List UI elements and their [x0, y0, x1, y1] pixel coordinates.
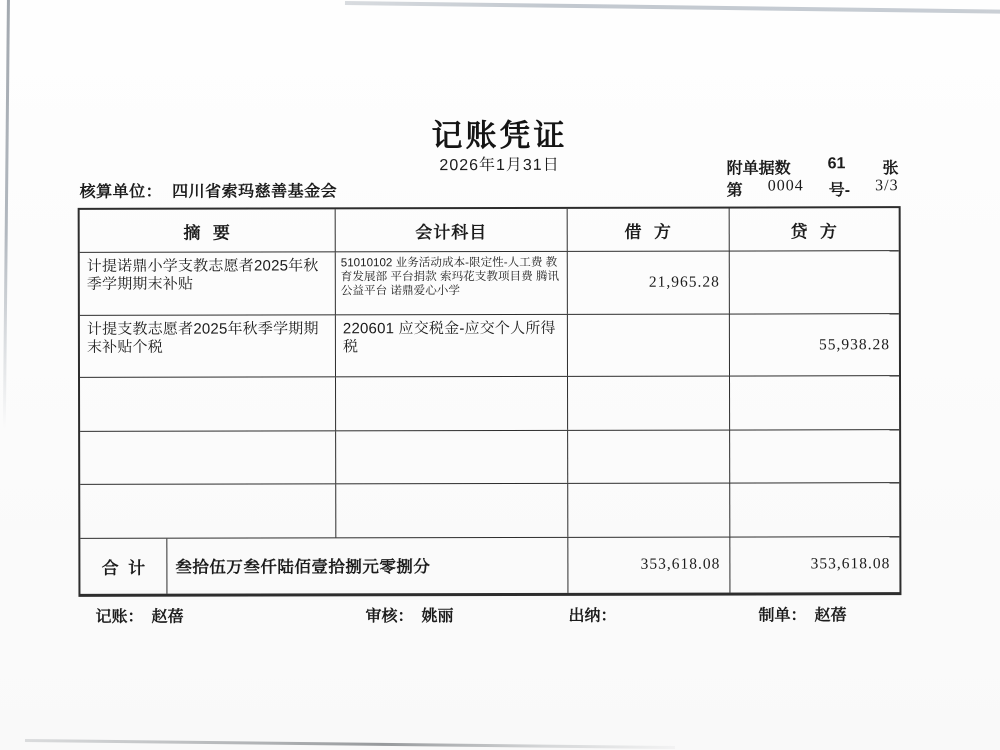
table-row-empty: [80, 376, 899, 431]
total-amount-in-words: 叁拾伍万叁仟陆佰壹拾捌元零捌分: [167, 538, 568, 594]
table-header-row: [80, 208, 899, 253]
bookkeeper-signature: [95, 604, 183, 627]
accounting-unit-label: 核算单位：: [79, 183, 163, 201]
voucher-table: [78, 206, 902, 597]
reviewer-signature: [365, 603, 453, 626]
cashier-signature: [568, 603, 624, 626]
row1-account: 51010102 业务活动成本-限定性-人工费 教育发展部 平台捐款 索玛花支教项目费 腾讯公益平台 诺鼎爱心小学: [336, 252, 568, 314]
header-credit: 贷 方: [790, 221, 838, 241]
table-row: [80, 251, 899, 316]
attachment-label: 附单据数: [726, 160, 791, 178]
row5-summary: [80, 485, 336, 538]
row2-summary: 计提支教志愿者2025年秋季学期期末补贴个税: [80, 315, 336, 377]
reviewer-label: 审核：: [365, 608, 414, 626]
accounting-unit-name: 四川省索玛慈善基金会: [172, 183, 338, 201]
row5-credit: [730, 483, 899, 536]
bookkeeper-name: 赵蓓: [151, 608, 184, 626]
table-row-empty: [80, 430, 899, 485]
row4-account: [336, 430, 568, 483]
voucher-number: 0004: [767, 177, 804, 195]
number-prefix: 第: [726, 182, 743, 200]
header-debit: 借 方: [568, 209, 730, 251]
bookkeeper-label: 记账：: [95, 608, 144, 626]
row4-debit: [568, 430, 730, 483]
voucher-date: 2026年1月31日: [439, 156, 560, 175]
preparer-label: 制单：: [758, 607, 807, 625]
voucher-title: 记账凭证: [431, 117, 568, 154]
header-account: 会计科目: [336, 209, 568, 251]
preparer-signature: [758, 602, 846, 625]
signature-footer: [78, 602, 901, 630]
header-summary: 摘 要: [80, 209, 336, 252]
voucher-number-line: [727, 177, 899, 200]
row3-summary: [80, 377, 336, 430]
page-number: 3/3: [875, 177, 899, 195]
row5-debit: [568, 484, 730, 537]
row4-credit: [730, 430, 899, 483]
cashier-label: 出纳：: [568, 607, 617, 625]
total-credit: 353,618.08: [810, 555, 891, 573]
attachment-info: [727, 155, 899, 178]
table-row-empty: [80, 483, 899, 538]
row2-account: 220601 应交税金-应交个人所得税: [336, 315, 568, 376]
row2-debit: [568, 315, 730, 376]
reviewer-name: 姚丽: [421, 608, 454, 626]
row1-summary: 计提诺鼎小学支教志愿者2025年秋季学期期末补贴: [80, 252, 336, 315]
row3-debit: [568, 377, 730, 430]
preparer-name: 赵蓓: [814, 607, 847, 625]
row1-credit: [730, 251, 899, 313]
row3-credit: [730, 376, 899, 429]
row5-account: [336, 484, 568, 537]
table-row: [80, 314, 899, 378]
row2-credit: 55,938.28: [818, 335, 890, 353]
number-suffix: 号-: [828, 182, 851, 200]
table-total-row: [80, 537, 899, 594]
total-debit: 353,618.08: [568, 537, 730, 592]
row3-account: [336, 377, 568, 430]
accounting-unit-line: [80, 178, 338, 202]
attachment-count: 61: [827, 155, 846, 173]
row1-debit: 21,965.28: [568, 252, 730, 314]
total-label: 合 计: [80, 538, 167, 593]
attachment-unit: 张: [882, 160, 899, 178]
row4-summary: [80, 431, 336, 484]
